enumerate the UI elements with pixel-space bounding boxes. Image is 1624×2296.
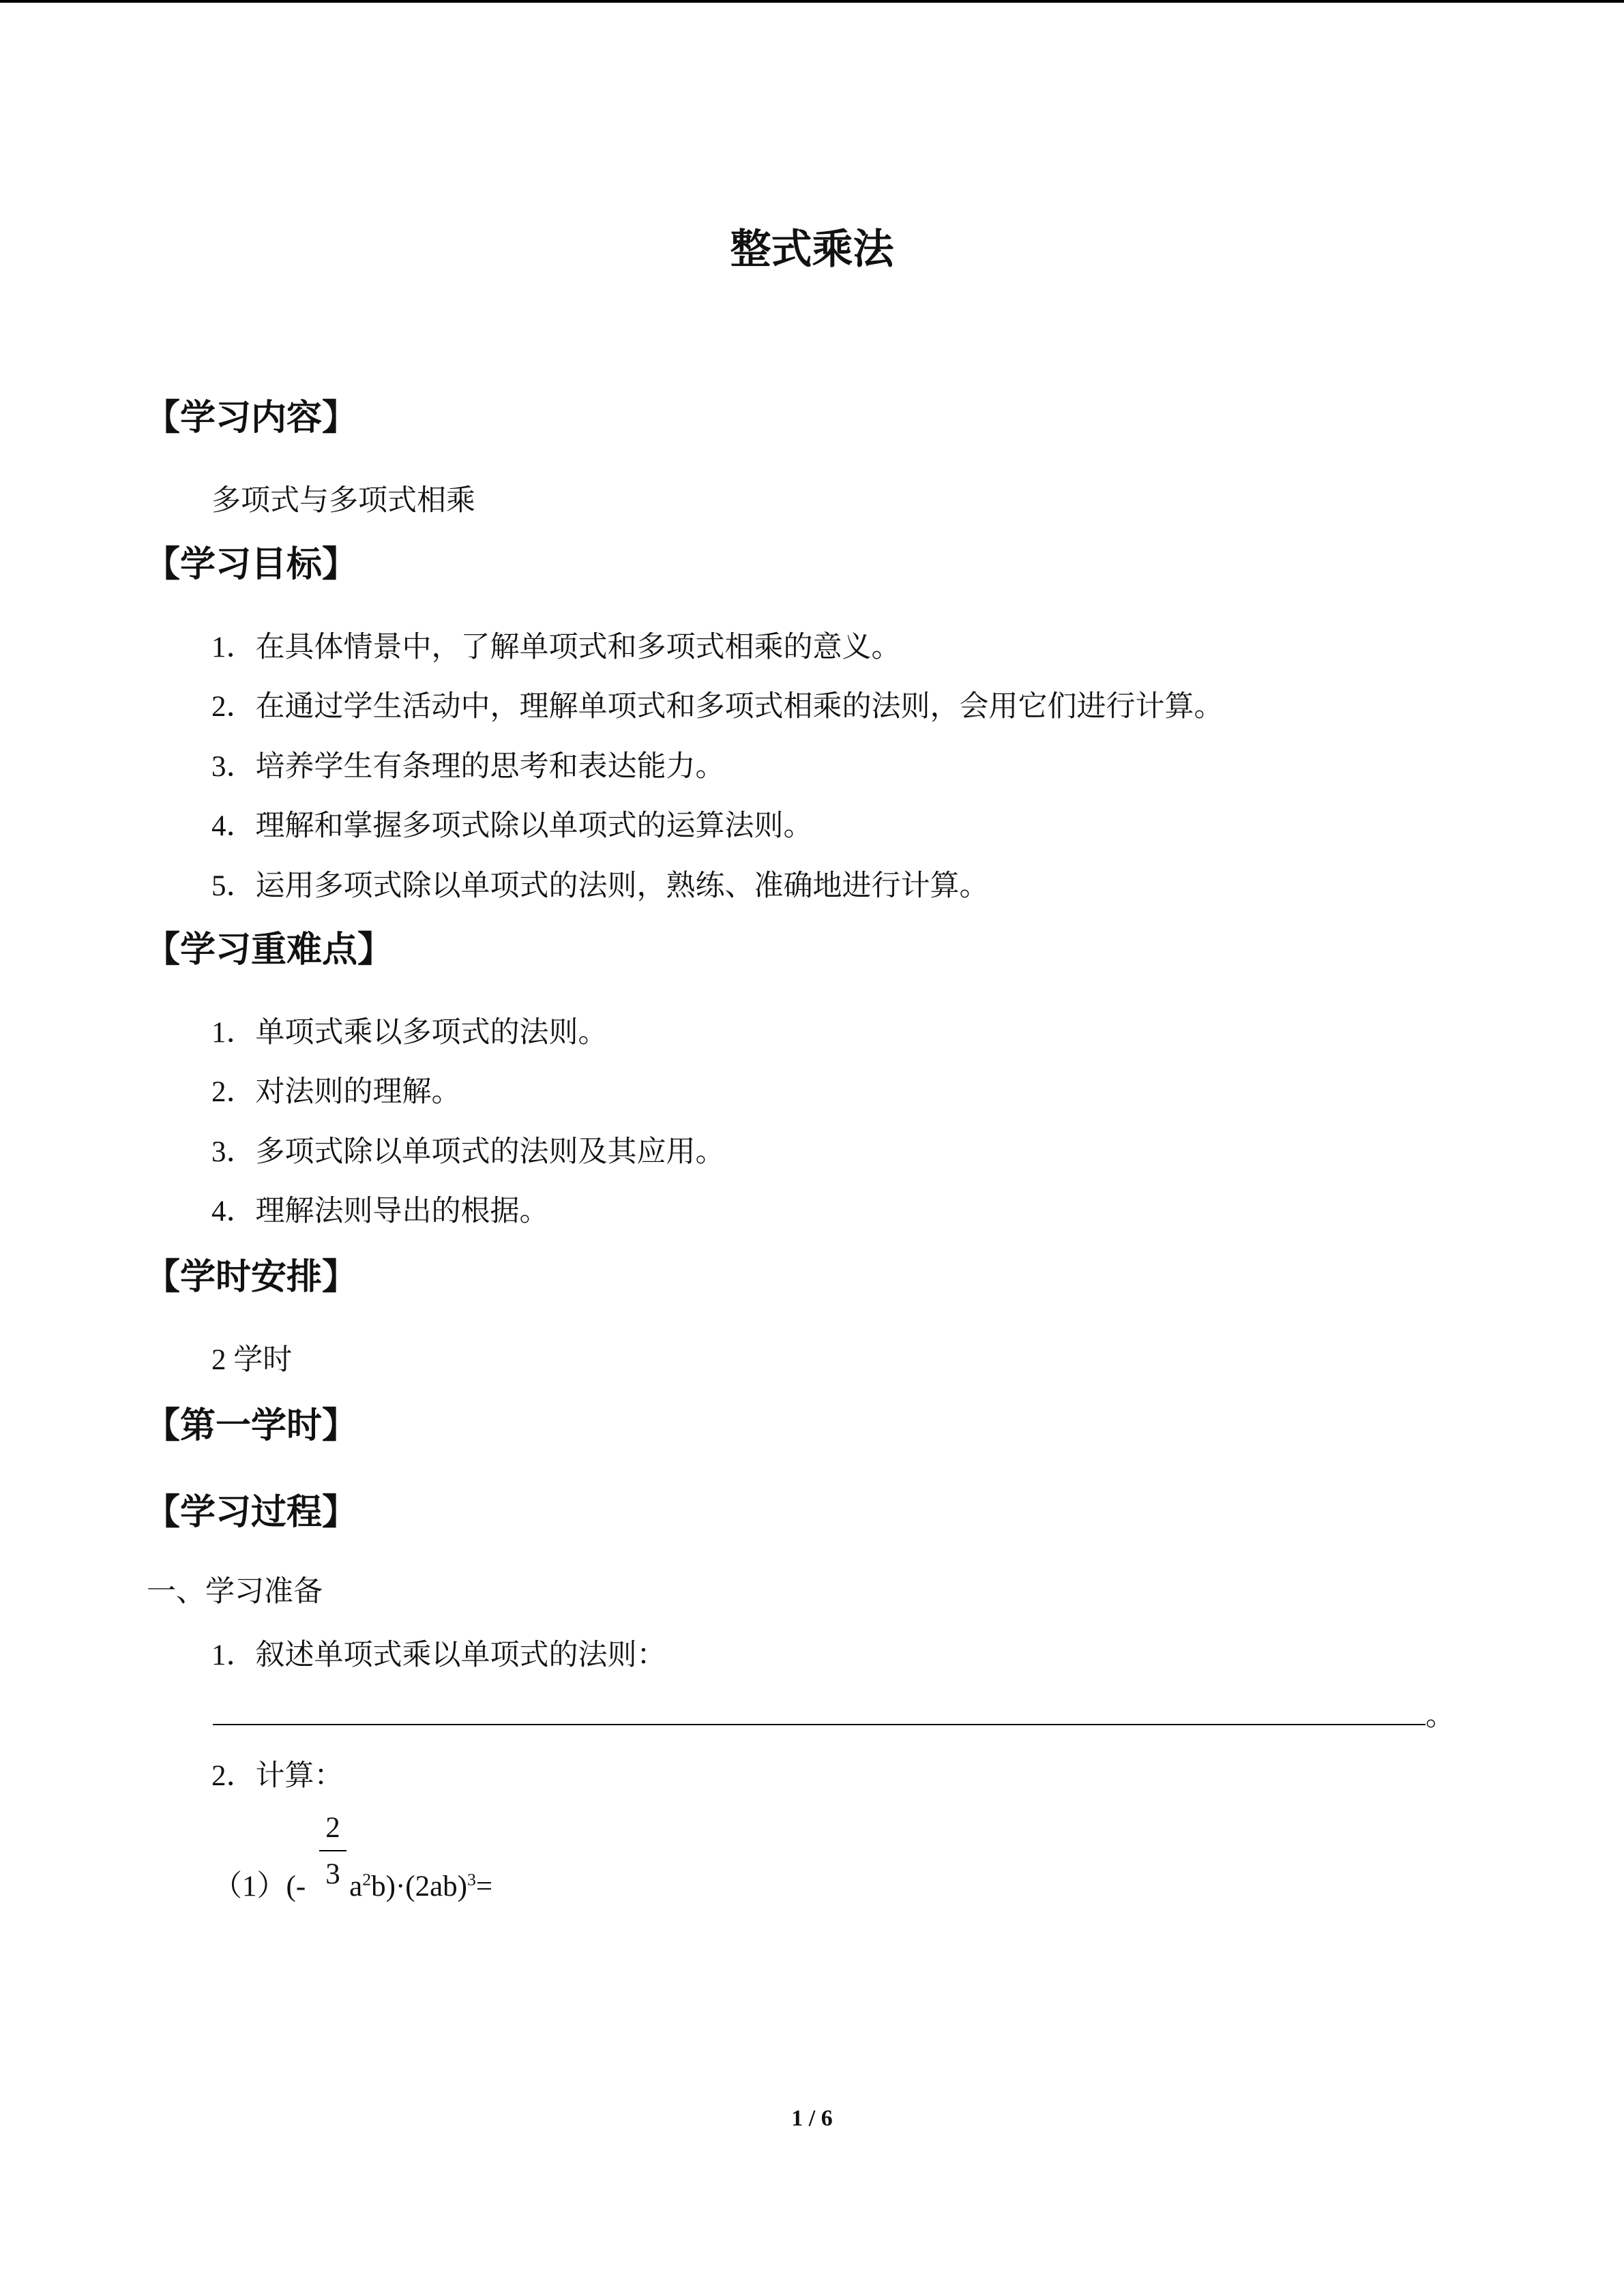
objective-item: 2．在通过学生活动中，理解单项式和多项式相乘的法则，会用它们进行计算。 bbox=[211, 691, 1224, 723]
heading-objectives: 【学习目标】 bbox=[145, 544, 358, 585]
key-point-item: 2．对法则的理解。 bbox=[211, 1076, 461, 1108]
answer-blank-line bbox=[213, 1724, 1426, 1725]
heading-schedule: 【学时安排】 bbox=[145, 1257, 358, 1298]
question-1: 1．叙述单项式乘以单项式的法则： bbox=[211, 1639, 666, 1671]
heading-first-period: 【第一学时】 bbox=[145, 1405, 358, 1446]
heading-key-points: 【学习重难点】 bbox=[145, 929, 394, 970]
page-number: 1 / 6 bbox=[791, 2106, 833, 2131]
expression-1 bbox=[213, 1863, 492, 1905]
expr-exponent-a: 2 bbox=[362, 1869, 372, 1890]
objective-item: 5．运用多项式除以单项式的法则，熟练、准确地进行计算。 bbox=[211, 870, 989, 902]
page-title: 整式乘法 bbox=[730, 226, 894, 273]
content-text: 多项式与多项式相乘 bbox=[211, 485, 475, 517]
expr-equals: = bbox=[475, 1870, 493, 1903]
objective-item: 3．培养学生有条理的思考和表达能力。 bbox=[211, 751, 725, 783]
key-point-item: 1．单项式乘以多项式的法则。 bbox=[211, 1017, 608, 1049]
key-point-item: 3．多项式除以单项式的法则及其应用。 bbox=[211, 1136, 725, 1168]
key-point-item: 4．理解法则导出的根据。 bbox=[211, 1195, 549, 1227]
schedule-text: 2 学时 bbox=[211, 1344, 293, 1376]
question-2: 2．计算： bbox=[211, 1760, 344, 1792]
expr-base-a: a bbox=[349, 1870, 363, 1903]
fraction-denominator: 3 bbox=[325, 1858, 340, 1890]
part1-title: 一、学习准备 bbox=[147, 1576, 323, 1608]
expr-middle: b)·(2ab) bbox=[371, 1870, 468, 1903]
heading-content: 【学习内容】 bbox=[145, 398, 358, 438]
heading-process: 【学习过程】 bbox=[145, 1492, 358, 1533]
expr-exponent-outer: 3 bbox=[467, 1869, 476, 1890]
objective-item: 4．理解和掌握多项式除以单项式的运算法则。 bbox=[211, 810, 813, 842]
blank-end-period: 。 bbox=[1426, 1700, 1455, 1732]
page-top-border bbox=[0, 0, 1624, 3]
fraction-bar bbox=[319, 1850, 346, 1851]
expr-open: (- bbox=[286, 1870, 306, 1903]
fraction-numerator: 2 bbox=[325, 1812, 340, 1844]
expr-label: （1） bbox=[213, 1870, 286, 1903]
objective-item: 1．在具体情景中，了解单项式和多项式相乘的意义。 bbox=[211, 631, 901, 664]
